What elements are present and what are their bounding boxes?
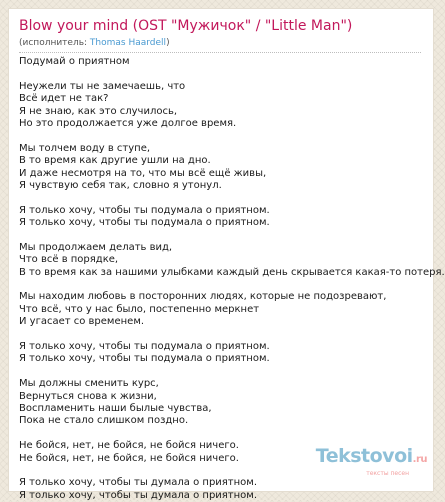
lyric-line: Но это продолжается уже долгое время. xyxy=(19,117,237,129)
lyric-line: Я только хочу, чтобы ты подумала о приятном. xyxy=(19,340,270,352)
song-title: Blow your mind (OST "Мужичок" / "Little Man") xyxy=(19,18,353,34)
stanza-break xyxy=(19,68,439,80)
site-tagline: тексты песен xyxy=(366,470,409,477)
site-logo xyxy=(316,446,427,470)
lyric-line: Не бойся, нет, не бойся, не бойся ничего. xyxy=(19,452,239,464)
site-watermark xyxy=(316,446,427,477)
lyric-line: Я только хочу, чтобы ты думала о приятном. xyxy=(19,477,258,489)
lyric-line: Мы должны сменить курс, xyxy=(19,378,159,390)
lyrics-text xyxy=(19,56,445,502)
lyric-line: И даже несмотря на то, что мы всё ещё живы, xyxy=(19,167,267,179)
lyric-line: Всё идет не так? xyxy=(19,93,109,105)
site-logo-name: Tekstovoi xyxy=(315,445,413,467)
site-logo-tld: .ru xyxy=(412,454,427,465)
lyric-line: В то время как за нашими улыбками каждый день скрывается какая-то потеря. xyxy=(19,266,445,278)
stanza-break xyxy=(19,329,439,341)
header-divider xyxy=(19,52,421,53)
artist-line xyxy=(19,38,170,49)
lyrics-card xyxy=(8,8,445,501)
artist-prefix: (исполнитель: xyxy=(19,38,90,48)
lyric-line: Я чувствую себя так, словно я утонул. xyxy=(19,179,222,191)
lyric-line: Воспламенить наши былые чувства, xyxy=(19,402,212,414)
lyric-line: Мы толчем воду в ступе, xyxy=(19,142,151,154)
lyric-line: Я только хочу, чтобы ты подумала о приятном. xyxy=(19,204,270,216)
stanza-break xyxy=(19,229,439,241)
lyric-line: Вернуться снова к жизни, xyxy=(19,390,157,402)
lyric-line: Мы продолжаем делать вид, xyxy=(19,241,173,253)
lyric-line: Мы находим любовь в посторонних людях, которые не подозревают, xyxy=(19,291,387,303)
lyric-line: Что всё, что у нас было, постепенно меркнет xyxy=(19,303,260,315)
stanza-break xyxy=(19,192,439,204)
lyric-line: Я только хочу, чтобы ты думала о приятном. xyxy=(19,489,258,501)
lyric-line: Не бойся, нет, не бойся, не бойся ничего. xyxy=(19,440,239,452)
artist-link[interactable]: Thomas Haardell xyxy=(89,38,167,48)
lyric-line: Подумай о приятном xyxy=(19,56,130,67)
lyric-line: Я только хочу, чтобы ты подумала о приятном. xyxy=(19,353,270,365)
lyric-line: Что всё в порядке, xyxy=(19,254,119,266)
lyric-line: Пока не стало слишком поздно. xyxy=(19,415,189,427)
lyric-line: Я только хочу, чтобы ты подумала о приятном. xyxy=(19,217,270,229)
lyric-line: Я не знаю, как это случилось, xyxy=(19,105,178,117)
lyric-line: И угасает со временем. xyxy=(19,316,145,328)
stanza-break xyxy=(19,366,439,378)
stanza-break xyxy=(19,428,439,440)
lyric-line: Неужели ты не замечаешь, что xyxy=(19,80,186,92)
stanza-break xyxy=(19,279,439,291)
stanza-break xyxy=(19,130,439,142)
artist-suffix: ) xyxy=(166,38,170,48)
lyric-line: В то время как другие ушли на дно. xyxy=(19,155,211,167)
